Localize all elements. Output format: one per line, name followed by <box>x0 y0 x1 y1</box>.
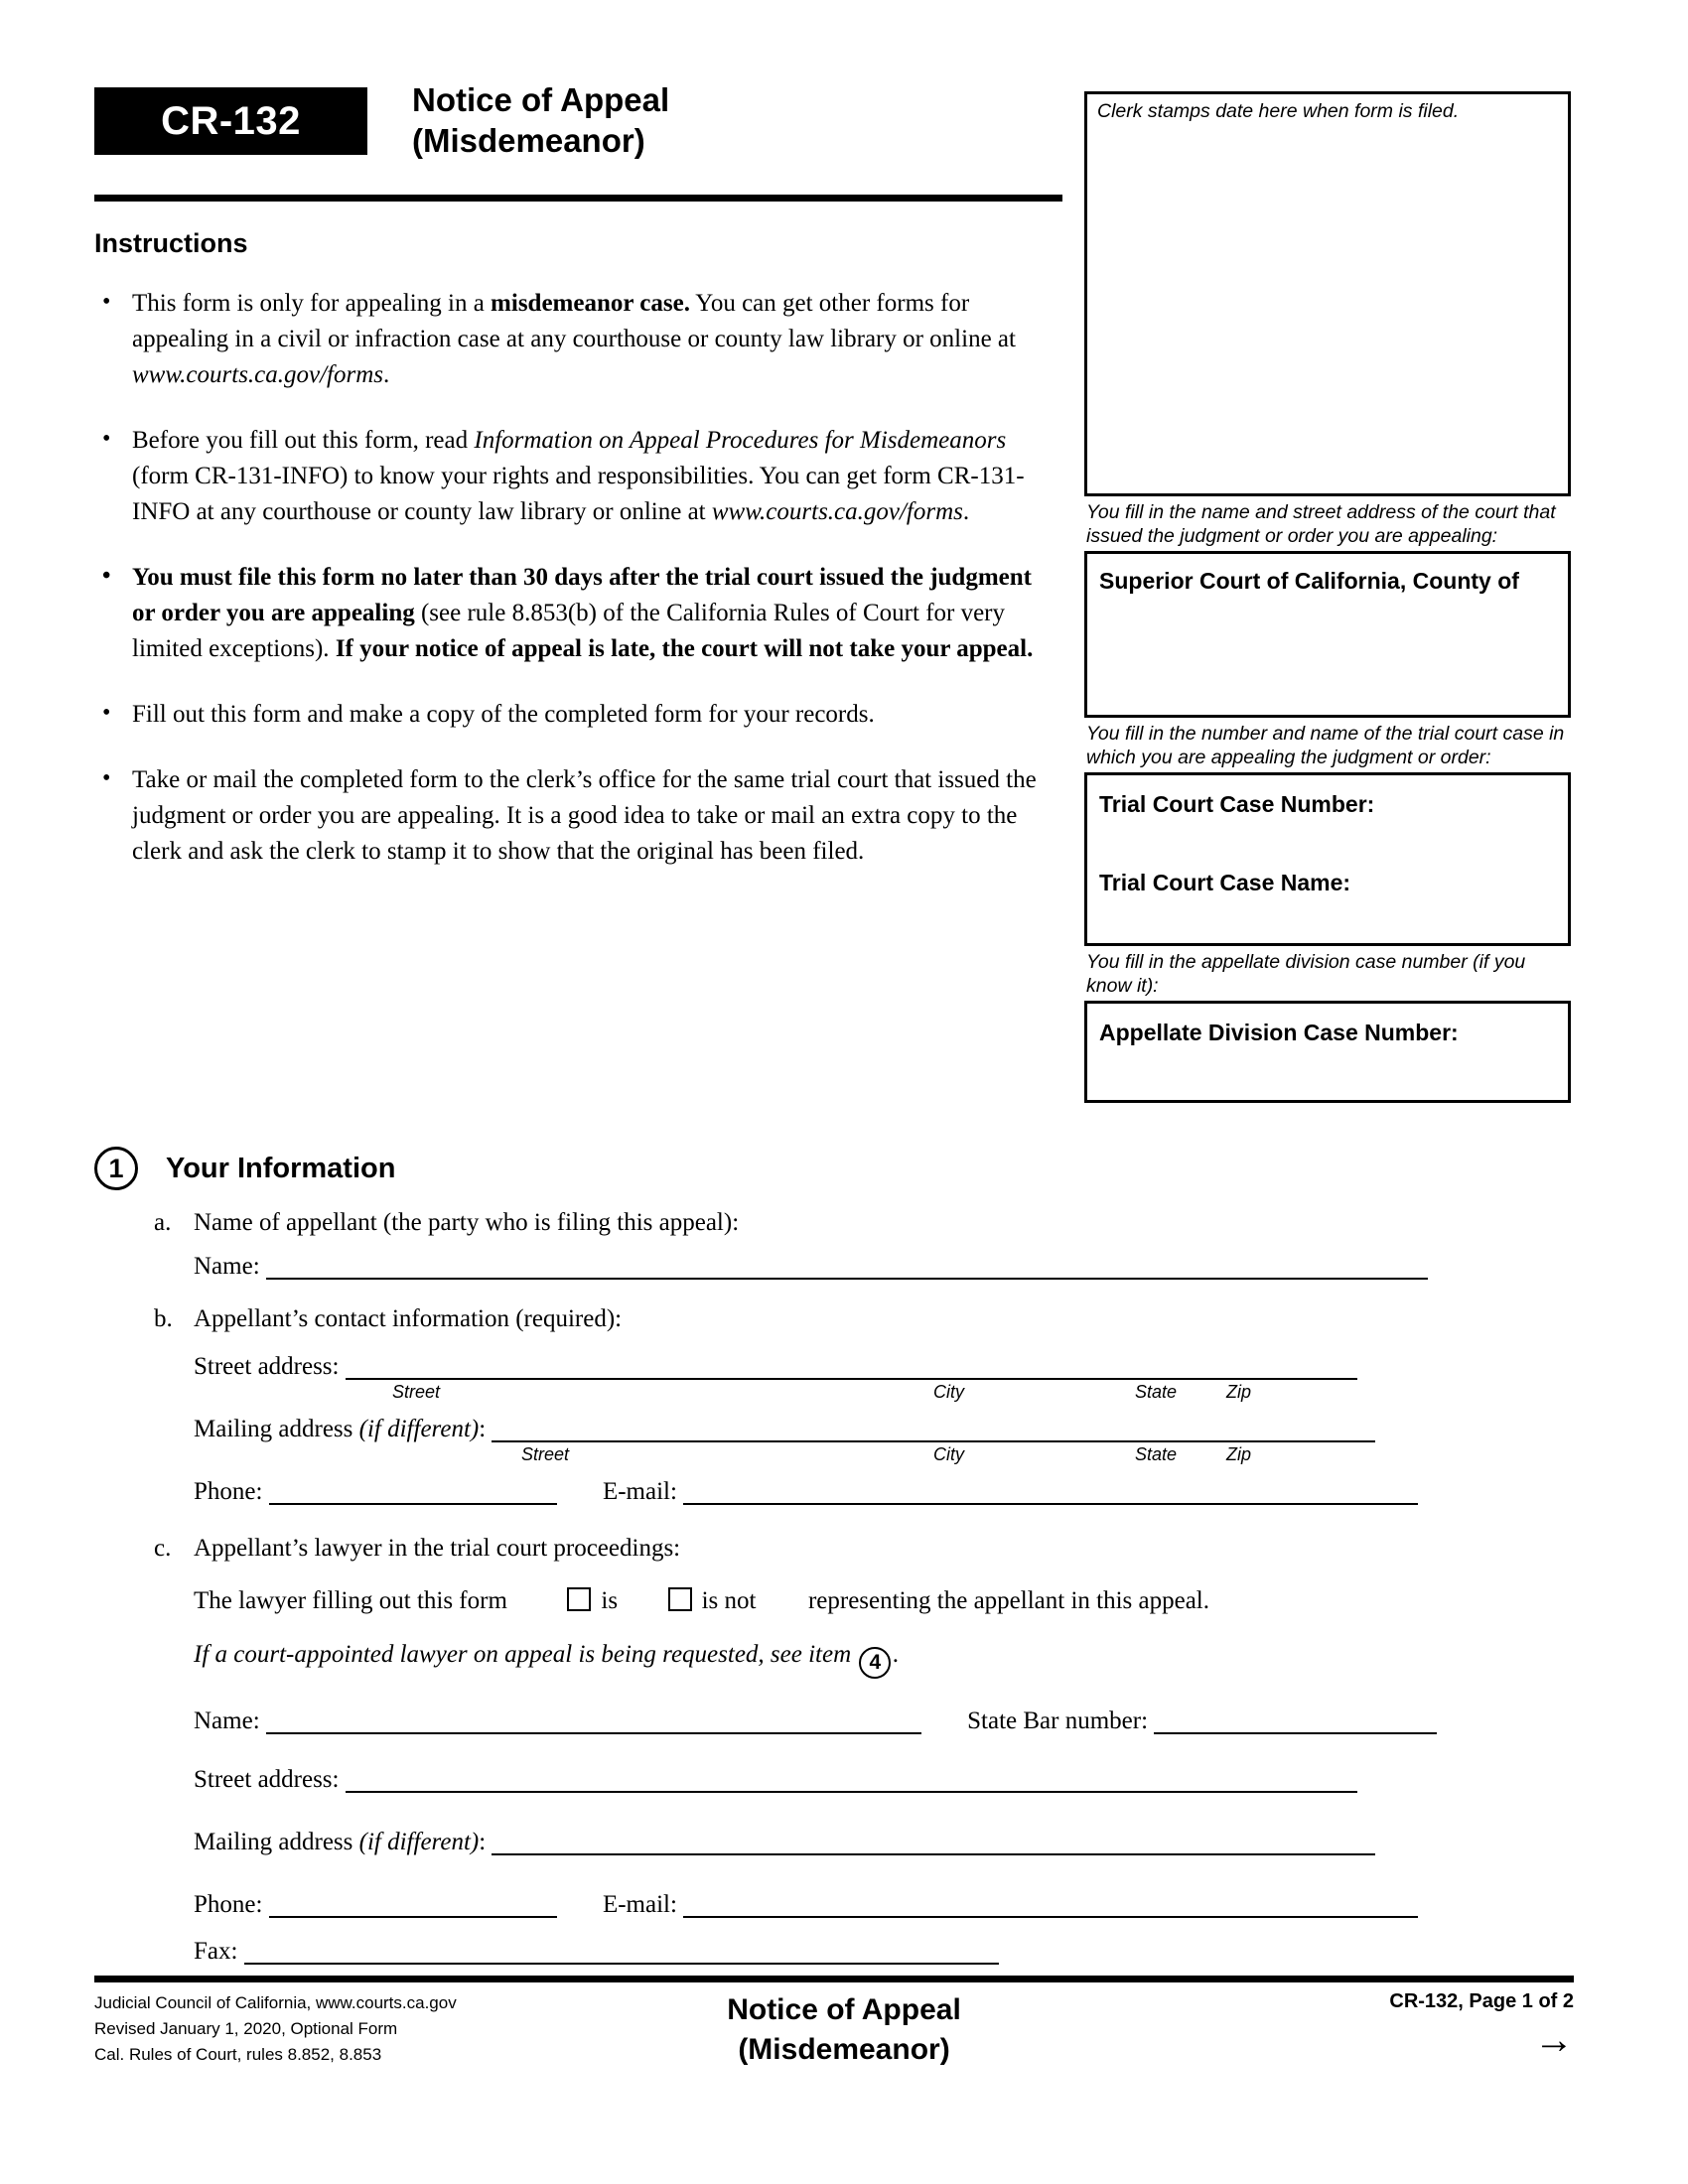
item-1b <box>94 1302 1574 1336</box>
appellant-street-address-label: Street address: <box>194 1353 340 1380</box>
appellant-name-label: Name: <box>194 1253 260 1280</box>
item-1c-letter: c. <box>154 1535 172 1562</box>
bullet-read-info-form: • Before you fill out this form, read Information on Appeal Procedures for Misdemeanors (form CR-131-INFO) to know your rights and responsibilities. You can get form CR-131-INFO at any courthouse or county law library or online at www.courts.ca.gov/forms. <box>94 423 1048 530</box>
appellant-email-label: E-mail: <box>602 1478 677 1505</box>
mini-label-zip: Zip <box>1226 1382 1252 1402</box>
lawyer-street-address-label: Street address: <box>194 1766 340 1793</box>
footer-revised-line: Revised January 1, 2020, Optional Form <box>94 2019 398 2038</box>
mailing-label-text: Mailing address <box>194 1416 353 1442</box>
footer-rules-line: Cal. Rules of Court, rules 8.852, 8.853 <box>94 2045 382 2064</box>
checkbox-is-not[interactable] <box>668 1587 692 1611</box>
lawyer-mailing-state-input[interactable] <box>1132 1824 1221 1855</box>
checkbox-is-not-label: is not <box>701 1587 757 1614</box>
trial-case-number-label: Trial Court Case Number: <box>1099 791 1375 817</box>
item-1b-letter: b. <box>154 1305 173 1332</box>
footer-divider <box>94 1976 1574 1982</box>
appellant-mailing-street-input[interactable] <box>492 1411 933 1442</box>
footer-page-number: CR-132, Page 1 of 2 <box>1389 1990 1574 2012</box>
arrow-right-icon: → <box>1534 2018 1574 2062</box>
appellant-mailing-city-input[interactable] <box>933 1411 1132 1442</box>
appellant-email-input[interactable] <box>683 1473 1418 1505</box>
item-1c <box>94 1532 1574 1566</box>
lawyer-mailing-address-label: Mailing address (if different): <box>194 1829 487 1855</box>
trial-case-caption: You fill in the number and name of the trial court case in which you are appealing the judgment or order: <box>1086 723 1565 768</box>
header-divider <box>94 195 1062 202</box>
lawyer-mailing-label-note: (if different) <box>358 1829 480 1855</box>
item-1c-text: Appellant’s lawyer in the trial court proceedings: <box>194 1535 681 1562</box>
appellate-case-label: Appellate Division Case Number: <box>1099 1020 1459 1045</box>
section-title: Your Information <box>166 1152 396 1184</box>
lawyer-phone-label: Phone: <box>194 1891 263 1918</box>
item-1a-text: Name of appellant (the party who is filing this appeal): <box>194 1209 740 1236</box>
mini-label-city-2: City <box>933 1444 964 1464</box>
bullet-misdemeanor-only: • This form is only for appealing in a misdemeanor case. You can get other forms for appealing in a civil or infraction case at any courthouse or county law library or online at www.courts.ca.gov/forms. <box>94 286 1048 393</box>
lawyer-city-input[interactable] <box>915 1761 1114 1793</box>
item-1a <box>94 1206 1574 1240</box>
checkbox-is-label: is <box>601 1587 619 1614</box>
trial-case-box[interactable] <box>1084 772 1571 946</box>
lawyer-mailing-address-row <box>194 1824 1574 1856</box>
appellant-mailing-zip-input[interactable] <box>1221 1411 1375 1442</box>
instructions-list <box>94 286 1048 899</box>
mini-label-state-2: State <box>1135 1444 1178 1464</box>
lawyer-mailing-label-text: Mailing address <box>194 1829 353 1855</box>
footer-right <box>1389 1990 1574 2062</box>
lawyer-street-address-row <box>194 1761 1574 1794</box>
appellant-phone-email-row <box>194 1473 1574 1506</box>
form-header <box>94 81 1087 177</box>
section-number-badge: 1 <box>94 1147 138 1190</box>
lawyer-mailing-city-input[interactable] <box>933 1824 1132 1855</box>
appellant-name-row <box>194 1248 1574 1281</box>
lawyer-phone-email-row <box>194 1886 1574 1919</box>
court-name-label: Superior Court of California, County of <box>1099 568 1519 594</box>
footer-title-line2: (Misdemeanor) <box>738 2033 950 2066</box>
appellant-street-input[interactable] <box>346 1348 915 1380</box>
clerk-stamp-box[interactable] <box>1084 91 1571 496</box>
page-title-line1: Notice of Appeal <box>412 81 670 118</box>
footer-title-line1: Notice of Appeal <box>727 1993 961 2026</box>
court-box-caption: You fill in the name and street address of the court that issued the judgment or order you are appealing: <box>1086 501 1556 547</box>
form-number-badge: CR-132 <box>94 87 367 155</box>
court-appointed-note <box>194 1641 1574 1679</box>
lawyer-phone-input[interactable] <box>269 1886 557 1918</box>
item-reference-badge-4: 4 <box>859 1647 891 1679</box>
mini-label-street: Street <box>392 1382 441 1402</box>
appellant-city-input[interactable] <box>915 1348 1114 1380</box>
appellate-case-box[interactable] <box>1084 1001 1571 1103</box>
lawyer-mailing-zip-input[interactable] <box>1221 1824 1375 1855</box>
bullet-30-day-deadline: • You must file this form no later than 30 days after the trial court issued the judgment or order you are appealing (see rule 8.853(b) of the California Rules of Court for very limited exceptions). If your notice of appeal is late, the court will not take your appeal. <box>94 560 1048 667</box>
appellate-caption: You fill in the appellate division case number (if you know it): <box>1086 951 1526 997</box>
court-appointed-note-text: If a court-appointed lawyer on appeal is being requested, see item <box>194 1641 852 1668</box>
lawyer-line-prefix: The lawyer filling out this form <box>194 1587 507 1614</box>
instructions-heading: Instructions <box>94 228 248 258</box>
mini-label-street-2: Street <box>521 1444 570 1464</box>
appellant-phone-label: Phone: <box>194 1478 263 1505</box>
trial-case-name-label: Trial Court Case Name: <box>1099 870 1351 895</box>
appellant-zip-input[interactable] <box>1203 1348 1357 1380</box>
appellant-mailing-address-label: Mailing address (if different): <box>194 1416 487 1442</box>
item-1a-letter: a. <box>154 1209 172 1236</box>
mini-label-state: State <box>1135 1382 1178 1402</box>
lawyer-representation-row <box>194 1587 1574 1615</box>
page-title-line2: (Misdemeanor) <box>412 122 645 159</box>
appellant-state-input[interactable] <box>1114 1348 1203 1380</box>
appellant-mailing-state-input[interactable] <box>1132 1411 1221 1442</box>
lawyer-name-label: Name: <box>194 1707 260 1734</box>
lawyer-fax-input[interactable] <box>244 1933 999 1965</box>
mini-label-city: City <box>933 1382 964 1402</box>
lawyer-mailing-street-input[interactable] <box>492 1824 933 1855</box>
lawyer-fax-label: Fax: <box>194 1938 238 1965</box>
appellant-phone-input[interactable] <box>269 1473 557 1505</box>
bullet-take-or-mail: • Take or mail the completed form to the clerk’s office for the same trial court that issued the judgment or order you are appealing. It is a good idea to take or mail an extra copy to the clerk and ask the clerk to stamp it to show that the original has been filed. <box>94 762 1048 870</box>
mini-label-zip-2: Zip <box>1226 1444 1252 1464</box>
lawyer-street-input[interactable] <box>346 1761 915 1793</box>
lawyer-name-input[interactable] <box>266 1703 921 1734</box>
lawyer-name-row <box>194 1703 1574 1735</box>
footer-council-line: Judicial Council of California, www.courts.ca.gov <box>94 1993 457 2012</box>
clerk-stamp-caption: Clerk stamps date here when form is filed. <box>1097 100 1460 122</box>
appellant-street-address-row <box>194 1348 1574 1402</box>
court-name-box[interactable] <box>1084 551 1571 718</box>
lawyer-state-input[interactable] <box>1114 1761 1203 1793</box>
appellant-name-input[interactable] <box>266 1248 1428 1280</box>
bullet-make-copy: • Fill out this form and make a copy of the completed form for your records. <box>94 697 1048 733</box>
item-1b-text: Appellant’s contact information (required): <box>194 1305 623 1332</box>
page-title <box>412 79 669 161</box>
state-bar-label: State Bar number: <box>967 1707 1149 1734</box>
appellant-mailing-address-row <box>194 1411 1574 1464</box>
state-bar-input[interactable] <box>1154 1703 1437 1734</box>
section-your-information <box>94 1147 1574 1966</box>
lawyer-email-label: E-mail: <box>602 1891 677 1918</box>
lawyer-email-input[interactable] <box>683 1886 1418 1918</box>
lawyer-zip-input[interactable] <box>1203 1761 1357 1793</box>
lawyer-line-suffix: representing the appellant in this appeal. <box>807 1587 1209 1614</box>
court-appointed-note-period: . <box>893 1641 900 1668</box>
right-column <box>1084 91 1571 1103</box>
checkbox-is[interactable] <box>567 1587 591 1611</box>
mailing-label-note: (if different) <box>358 1416 480 1442</box>
lawyer-fax-row <box>194 1933 1574 1966</box>
